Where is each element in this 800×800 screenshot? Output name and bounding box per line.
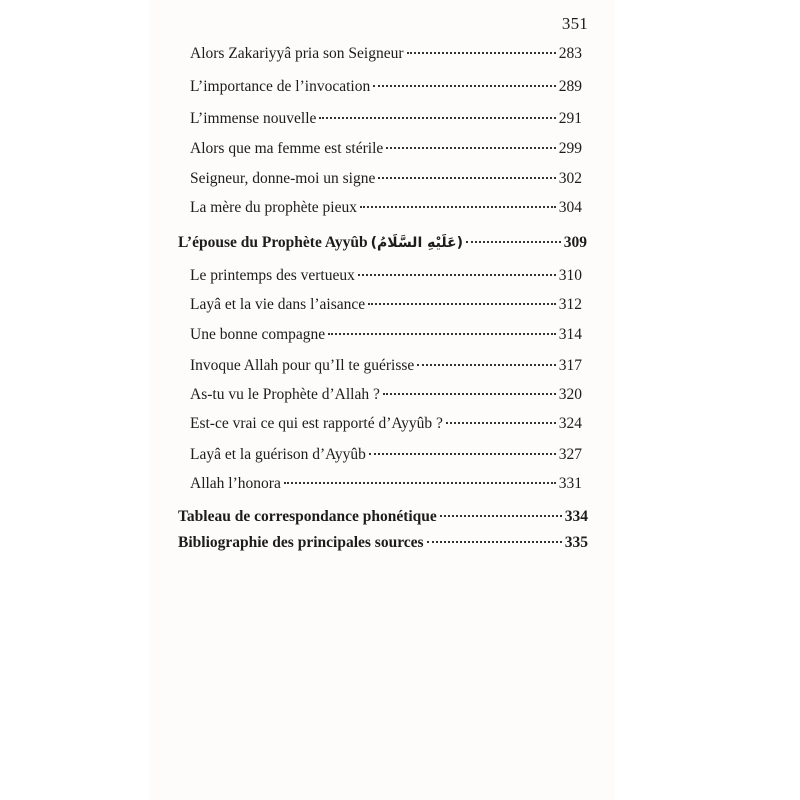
page-number: 351: [561, 14, 588, 33]
dot-leader: [378, 177, 555, 179]
toc-entry: [190, 415, 582, 437]
toc-chapter-entry: [178, 508, 588, 530]
toc-entry-page: 314: [558, 326, 582, 343]
toc-entry-title: Une bonne compagne: [190, 326, 326, 343]
dot-leader: [319, 117, 555, 119]
toc-entry: [190, 78, 582, 100]
toc-entry: [190, 475, 582, 497]
dot-leader: [373, 85, 556, 87]
toc-entry-page: 304: [558, 199, 582, 216]
toc-chapter-title: Tableau de correspondance phonétique: [178, 508, 437, 525]
toc-entry-title: Seigneur, donne-moi un signe: [190, 170, 376, 187]
book-page: [150, 0, 615, 800]
dot-leader: [386, 147, 555, 149]
toc-entry-page: 324: [558, 415, 582, 432]
toc-entry-page: 289: [558, 78, 582, 95]
toc-entry: [190, 140, 582, 162]
toc-entry-page: 327: [558, 446, 582, 463]
dot-leader: [284, 482, 556, 484]
toc-entry-title: Allah l’honora: [190, 475, 281, 492]
dot-leader: [383, 393, 556, 395]
dot-leader: [440, 515, 562, 517]
toc-entry-title: La mère du prophète pieux: [190, 199, 357, 216]
dot-leader: [417, 364, 555, 366]
toc-entry-page: 310: [558, 267, 582, 284]
dot-leader: [369, 453, 556, 455]
toc-entry: [190, 386, 582, 408]
toc-entry: [190, 110, 582, 132]
toc-chapter-page: 309: [563, 234, 587, 251]
toc-entry: [190, 267, 582, 289]
toc-entry-page: 312: [558, 296, 582, 313]
dot-leader: [466, 241, 561, 243]
toc-entry: [190, 296, 582, 318]
toc-chapter-title: Bibliographie des principales sources: [178, 534, 424, 551]
toc-entry-title: L’immense nouvelle: [190, 110, 317, 127]
dot-leader: [358, 274, 556, 276]
toc-chapter-title: L’épouse du Prophète Ayyûb: [178, 234, 368, 251]
toc-entry: [190, 199, 582, 221]
dot-leader: [407, 52, 556, 54]
toc-entry-title: Invoque Allah pour qu’Il te guérisse: [190, 357, 415, 374]
toc-entry-title: Alors Zakariyyâ pria son Seigneur: [190, 45, 404, 62]
toc-entry: [190, 357, 582, 379]
toc-entry-page: 299: [558, 140, 582, 157]
toc-entry: [190, 45, 582, 67]
toc-entry-title: Layâ et la vie dans l’aisance: [190, 296, 366, 313]
toc-entry-title: Alors que ma femme est stérile: [190, 140, 384, 157]
dot-leader: [446, 422, 556, 424]
toc-entry-page: 331: [558, 475, 582, 492]
toc-entry-page: 283: [558, 45, 582, 62]
toc-chapter-entry: [178, 534, 588, 556]
toc-entry-title: Le printemps des vertueux: [190, 267, 355, 284]
toc-entry-page: 320: [558, 386, 582, 403]
toc-entry: [190, 326, 582, 348]
toc-entry: [190, 170, 582, 192]
toc-entry: [190, 446, 582, 468]
arabic-honorific: (عَلَيْهِ السَّلَامُ): [370, 235, 464, 251]
table-of-contents: [150, 0, 615, 800]
dot-leader: [360, 206, 556, 208]
dot-leader: [427, 541, 562, 543]
toc-entry-page: 317: [558, 357, 582, 374]
toc-entry-page: 302: [558, 170, 582, 187]
dot-leader: [328, 333, 556, 335]
toc-entry-title: L’importance de l’invocation: [190, 78, 371, 95]
toc-entry-page: 291: [558, 110, 582, 127]
toc-chapter-entry: [178, 234, 587, 256]
toc-entry-title: As-tu vu le Prophète d’Allah ?: [190, 386, 380, 403]
toc-entry-title: Layâ et la guérison d’Ayyûb: [190, 446, 366, 463]
toc-chapter-page: 334: [564, 508, 588, 525]
toc-chapter-page: 335: [564, 534, 588, 551]
dot-leader: [368, 303, 556, 305]
toc-entry-title: Est-ce vrai ce qui est rapporté d’Ayyûb ?: [190, 415, 443, 432]
